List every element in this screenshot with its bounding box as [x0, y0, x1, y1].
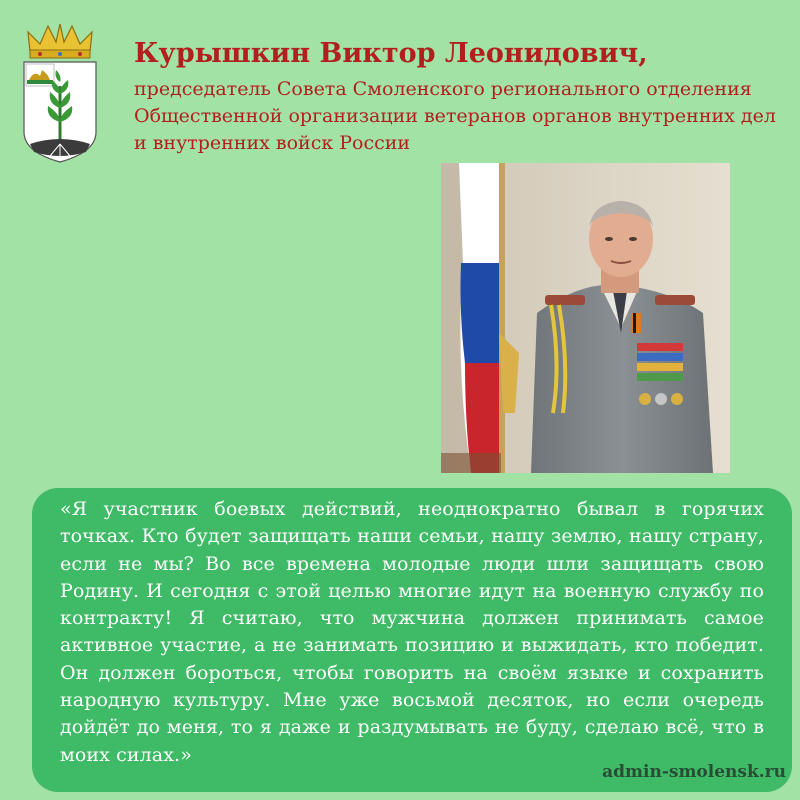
coat-of-arms-icon [20, 22, 100, 166]
position-line: Общественной организации ветеранов органов внутренних дел [134, 105, 776, 127]
quote-text: «Я участник боевых действий, неоднократно бывал в горячих точках. Кто будет защищать наши семьи, нашу землю, нашу страну, если не мы? Во все времена молодые люди шли защищать свою Родину. И сегодня с этой целью многие идут на военную службу по контракту! Я считаю, что мужчина должен принимать самое активное участие, а не занимать позицию и выжидать, кто победит. Он должен бороться, чтобы говорить на своём языке и сохранить народную культуру. Мне уже восьмой десяток, но если очередь дойдёт до меня, то я даже и раздумывать не буду, сделаю всё, что в моих силах.» [60, 498, 764, 766]
site-url: admin-smolensk.ru [602, 762, 786, 782]
position-line: и внутренних войск России [134, 132, 411, 154]
position-line: председатель Совета Смоленского регионального отделения [134, 78, 752, 100]
person-position [134, 76, 784, 157]
portrait-photo [441, 163, 730, 473]
header [134, 36, 784, 157]
person-name: Курышкин Виктор Леонидович, [134, 38, 648, 69]
quote-box [32, 488, 792, 792]
